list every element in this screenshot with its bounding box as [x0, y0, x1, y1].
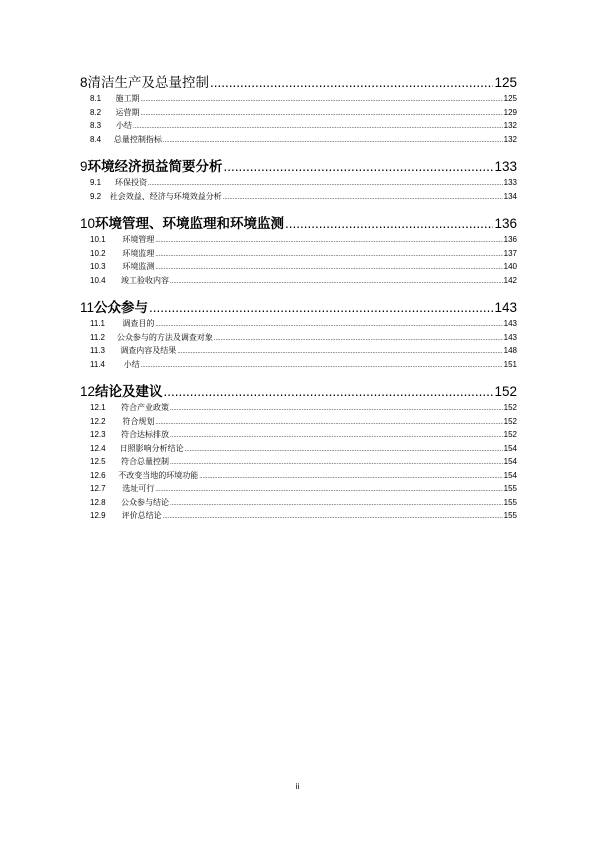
dot-leader: [155, 420, 502, 426]
chapter-entries: [80, 177, 517, 204]
toc-entry[interactable]: [80, 416, 517, 430]
chapter-entries: [80, 93, 517, 147]
entry-number: 10.2: [90, 248, 106, 258]
dot-leader: [177, 349, 502, 355]
dot-leader: [210, 75, 493, 90]
dot-leader: [155, 238, 502, 244]
entry-title: 符合产业政策: [120, 403, 169, 412]
toc-entry[interactable]: [80, 191, 517, 205]
dot-leader: [155, 322, 502, 328]
entry-title: 小结: [123, 359, 140, 369]
chapter-entries: [80, 402, 517, 524]
chapter-page: 152: [494, 384, 517, 399]
chapter-title: 环境经济损益简要分析: [87, 159, 223, 174]
dot-leader: [170, 406, 503, 412]
entry-title: 符合达标排放: [120, 430, 169, 439]
chapter-page: 125: [494, 75, 517, 90]
entry-page: 143: [503, 332, 517, 342]
entry-number: 10.4: [90, 275, 106, 285]
entry-number: 12.4: [90, 443, 106, 453]
entry-title: 符合总量控制: [120, 457, 169, 466]
entry-page: 140: [503, 262, 517, 271]
entry-number: 8.3: [90, 121, 102, 130]
entry-number: 9.2: [90, 191, 102, 201]
entry-title: 社会效益、经济与环境效益分析: [109, 191, 222, 201]
chapter-number: 9: [80, 159, 88, 174]
dot-leader: [170, 460, 503, 466]
entry-page: 152: [503, 416, 517, 426]
toc-entry[interactable]: [80, 359, 517, 373]
entry-page: 134: [503, 191, 517, 201]
toc-entry[interactable]: [80, 483, 517, 497]
entry-title: 公众参与结论: [120, 497, 169, 507]
dot-leader: [224, 159, 494, 174]
entry-title: 总量控制指标: [113, 134, 162, 144]
toc-entry[interactable]: [80, 470, 517, 484]
toc-entry[interactable]: [80, 402, 517, 416]
entry-number: 8.1: [90, 94, 102, 103]
chapter-number: 8: [80, 75, 88, 90]
table-of-contents: [80, 71, 517, 524]
entry-title: 环境监理: [122, 248, 155, 258]
dot-leader: [155, 487, 502, 493]
chapter-page: 143: [494, 300, 517, 315]
entry-page: 155: [503, 497, 517, 507]
chapter-title: 结论及建议: [95, 384, 163, 399]
entry-number: 12.7: [90, 484, 106, 493]
toc-entry[interactable]: [80, 456, 517, 470]
entry-number: 8.4: [90, 134, 102, 144]
dot-leader: [163, 514, 503, 520]
toc-entry[interactable]: [80, 177, 517, 191]
dot-leader: [223, 195, 503, 201]
entry-number: 10.1: [90, 235, 106, 244]
chapter-entries: [80, 234, 517, 288]
chapter-title: 环境管理、环境监理和环境监测: [95, 216, 285, 231]
toc-chapter-12[interactable]: [80, 380, 517, 399]
entry-title: 环保投资: [114, 178, 147, 187]
entry-number: 12.8: [90, 497, 106, 507]
dot-leader: [133, 124, 503, 130]
dot-leader: [185, 447, 503, 453]
toc-entry[interactable]: [80, 248, 517, 262]
toc-chapter-10[interactable]: [80, 212, 517, 231]
toc-entry[interactable]: [80, 443, 517, 457]
entry-number: 11.2: [90, 332, 105, 342]
entry-page: 151: [503, 359, 517, 369]
dot-leader: [170, 501, 503, 507]
dot-leader: [141, 111, 503, 117]
chapter-title: 清洁生产及总量控制: [87, 75, 210, 90]
entry-title: 公众参与的方法及调查对象: [116, 332, 213, 342]
entry-number: 12.1: [90, 403, 106, 412]
dot-leader: [285, 216, 493, 231]
dot-leader: [214, 336, 503, 342]
entry-number: 10.3: [90, 262, 106, 271]
entry-page: 154: [503, 457, 517, 466]
entry-page: 133: [503, 178, 517, 187]
chapter-number: 11: [80, 300, 95, 315]
entry-number: 12.2: [90, 416, 106, 426]
entry-page: 148: [503, 346, 517, 355]
toc-chapter-8[interactable]: [80, 71, 517, 90]
entry-title: 小结: [116, 121, 133, 130]
entry-title: 评价总结论: [121, 511, 162, 520]
dot-leader: [141, 97, 503, 103]
toc-entry[interactable]: [80, 318, 517, 332]
entry-title: 日照影响分析结论: [119, 443, 184, 453]
entry-page: 142: [503, 275, 517, 285]
entry-page: 125: [503, 94, 517, 103]
toc-chapter-11[interactable]: [80, 296, 517, 315]
page-number: ii: [295, 782, 300, 791]
entry-title: 运营期: [115, 107, 140, 117]
entry-page: 129: [503, 107, 517, 117]
toc-entry[interactable]: [80, 234, 517, 248]
dot-leader: [141, 363, 503, 369]
entry-page: 152: [503, 430, 517, 439]
entry-title: 符合规划: [122, 416, 155, 426]
entry-page: 154: [503, 470, 517, 480]
toc-chapter-9[interactable]: [80, 155, 517, 174]
entry-title: 调查目的: [122, 319, 155, 328]
toc-entry[interactable]: [80, 261, 517, 275]
entry-number: 9.1: [90, 178, 102, 187]
chapter-page: 136: [494, 216, 517, 231]
entry-page: 132: [503, 134, 517, 144]
dot-leader: [155, 265, 502, 271]
entry-page: 155: [503, 484, 517, 493]
entry-number: 11.3: [90, 346, 105, 355]
toc-entry[interactable]: [80, 275, 517, 289]
dot-leader: [148, 181, 503, 187]
dot-leader: [149, 300, 493, 315]
toc-entry[interactable]: [80, 120, 517, 134]
entry-title: 选址可行: [122, 484, 155, 493]
chapter-number: 10: [80, 216, 96, 231]
toc-entry[interactable]: [80, 93, 517, 107]
chapter-title: 公众参与: [94, 300, 149, 315]
entry-number: 12.5: [90, 457, 106, 466]
dot-leader: [164, 384, 494, 399]
entry-page: 154: [503, 443, 517, 453]
toc-entry[interactable]: [80, 497, 517, 511]
entry-title: 竣工验收内容: [120, 275, 169, 285]
chapter-page: 133: [494, 159, 517, 174]
entry-page: 152: [503, 403, 517, 412]
entry-page: 143: [503, 319, 517, 328]
dot-leader: [155, 252, 502, 258]
entry-page: 132: [503, 121, 517, 130]
entry-page: 136: [503, 235, 517, 244]
entry-title: 施工期: [115, 94, 140, 103]
entry-title: 环境管理: [122, 235, 155, 244]
toc-entry[interactable]: [80, 510, 517, 524]
entry-number: 12.3: [90, 430, 106, 439]
chapter-number: 12: [80, 384, 96, 399]
entry-number: 12.6: [90, 470, 106, 480]
entry-page: 137: [503, 248, 517, 258]
toc-entry[interactable]: [80, 429, 517, 443]
toc-entry[interactable]: [80, 134, 517, 148]
entry-page: 155: [503, 511, 517, 520]
dot-leader: [163, 138, 503, 144]
entry-title: 环境监测: [122, 262, 155, 271]
entry-title: 不改变当地的环境功能: [118, 470, 199, 480]
dot-leader: [170, 433, 503, 439]
entry-number: 11.1: [90, 319, 105, 328]
dot-leader: [199, 474, 502, 480]
entry-title: 调查内容及结果: [120, 346, 177, 355]
chapter-entries: [80, 318, 517, 372]
entry-number: 8.2: [90, 107, 102, 117]
toc-entry[interactable]: [80, 345, 517, 359]
toc-entry[interactable]: [80, 107, 517, 121]
toc-entry[interactable]: [80, 332, 517, 346]
entry-number: 12.9: [90, 511, 106, 520]
dot-leader: [170, 279, 503, 285]
entry-number: 11.4: [90, 359, 105, 369]
